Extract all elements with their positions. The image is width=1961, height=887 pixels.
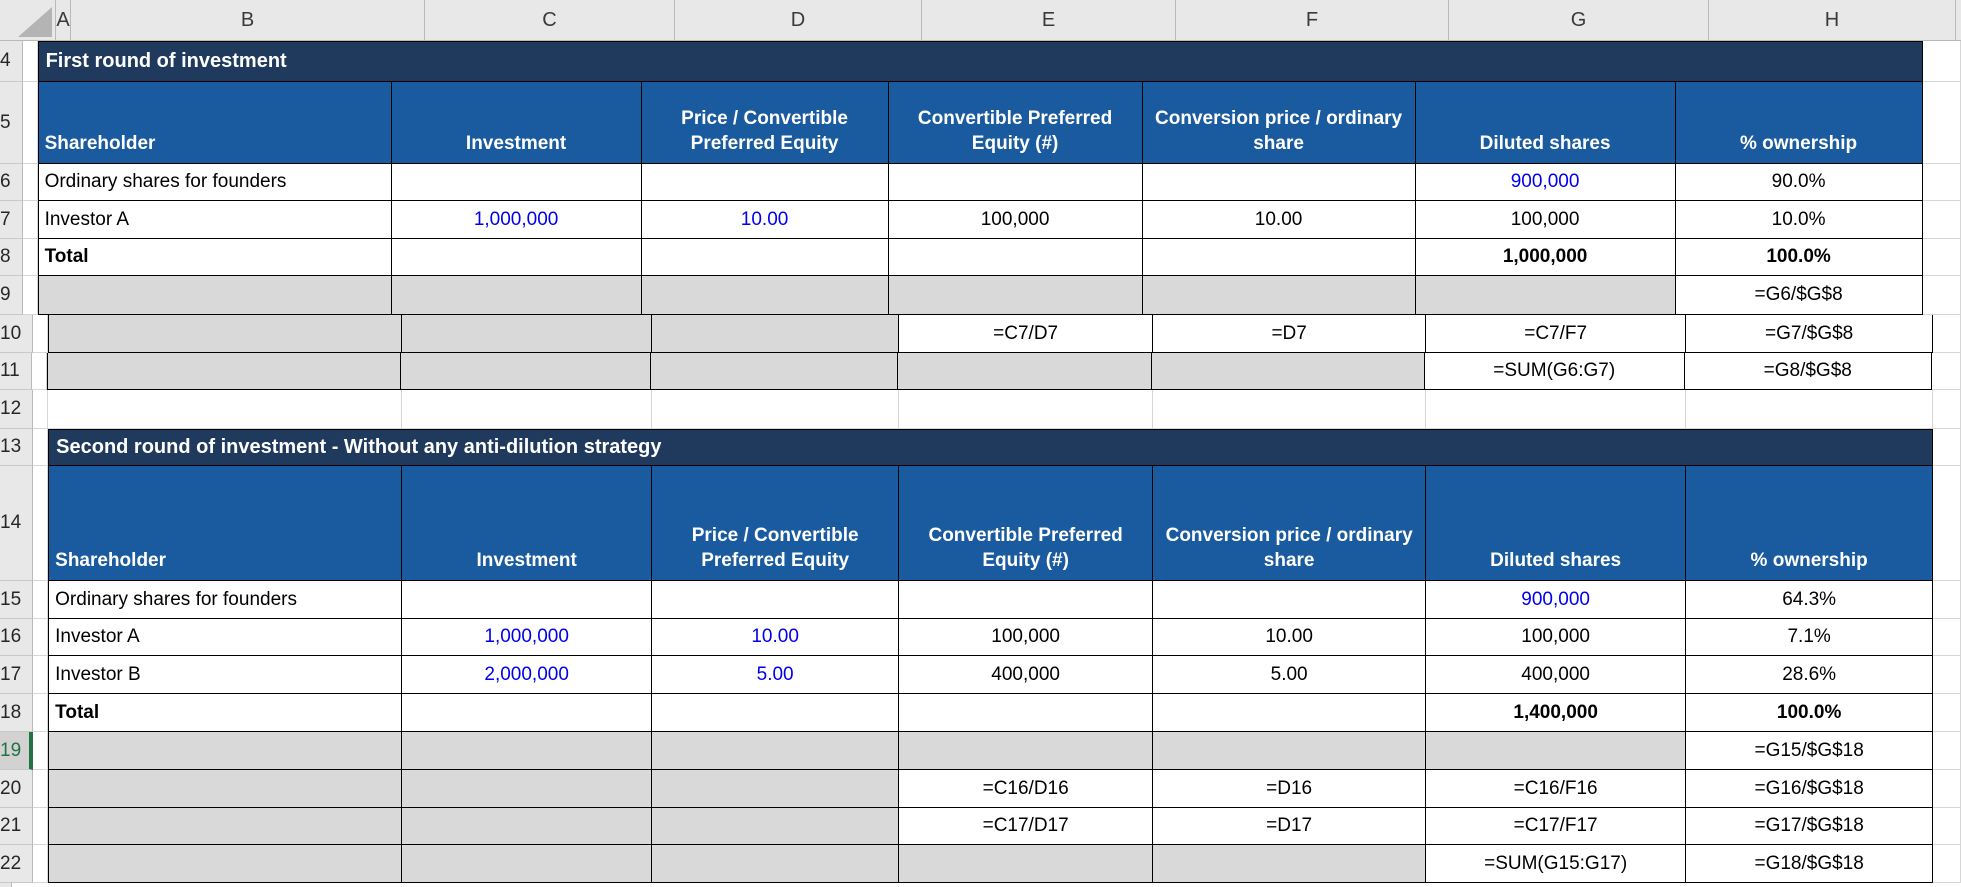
cell-B21[interactable] (48, 808, 402, 845)
cell-C18[interactable] (402, 694, 652, 732)
cell-E19[interactable] (899, 732, 1153, 770)
cell-C22[interactable] (402, 845, 652, 883)
cell-G7[interactable]: 100,000 (1416, 201, 1676, 239)
cell-G5-diluted-header[interactable]: Diluted shares (1416, 82, 1676, 164)
cell-B12[interactable] (48, 390, 402, 429)
row-header-11[interactable]: 11 (0, 353, 32, 390)
col-header-G[interactable]: G (1449, 0, 1709, 41)
cell-A20[interactable] (33, 770, 48, 808)
cell-H11[interactable]: =G8/$G$8 (1685, 353, 1932, 390)
cell-G9[interactable] (1416, 276, 1676, 315)
cell-H12[interactable] (1686, 390, 1933, 429)
cell-B6[interactable]: Ordinary shares for founders (38, 164, 392, 201)
cell-F22[interactable] (1153, 845, 1426, 883)
empty-area (1923, 41, 1961, 82)
cell-C21[interactable] (402, 808, 652, 845)
empty-area (1923, 201, 1961, 239)
cell-E21[interactable]: =C17/D17 (899, 808, 1153, 845)
cell-A19[interactable] (33, 732, 48, 770)
cell-G10[interactable]: =C7/F7 (1426, 315, 1686, 353)
cell-D11[interactable] (651, 353, 898, 390)
cell-B16[interactable]: Investor A (48, 619, 402, 656)
cell-B5-shareholder-header[interactable]: Shareholder (38, 82, 392, 164)
cell-E15[interactable] (899, 581, 1153, 619)
cell-C10[interactable] (402, 315, 652, 353)
cell-E11[interactable] (898, 353, 1152, 390)
empty-area (1933, 390, 1961, 429)
cell-C5-investment-header[interactable]: Investment (392, 82, 642, 164)
empty-area (1933, 315, 1961, 353)
cell-D20[interactable] (652, 770, 899, 808)
cell-C8[interactable] (392, 239, 642, 276)
column-header-strip (0, 0, 1961, 41)
cell-E18[interactable] (899, 694, 1153, 732)
table1-title-banner[interactable]: First round of investment (38, 41, 1923, 82)
cell-B19[interactable] (48, 732, 402, 770)
cell-D16[interactable]: 10.00 (652, 619, 899, 656)
cell-F14-conversion-header[interactable]: Conversion price / ordinary share (1153, 466, 1426, 581)
cell-G12[interactable] (1426, 390, 1686, 429)
row-header-15[interactable]: 15 (0, 581, 33, 619)
row-header-18[interactable]: 18 (0, 694, 33, 732)
cell-F8[interactable] (1143, 239, 1416, 276)
cell-B7[interactable]: Investor A (38, 201, 392, 239)
cell-F6[interactable] (1143, 164, 1416, 201)
cell-E16[interactable]: 100,000 (899, 619, 1153, 656)
cell-B14-shareholder-header[interactable]: Shareholder (48, 466, 402, 581)
cell-F19[interactable] (1153, 732, 1426, 770)
cell-B8[interactable]: Total (38, 239, 392, 276)
cell-A8[interactable] (23, 239, 38, 276)
cell-D8[interactable] (642, 239, 889, 276)
cell-E20[interactable]: =C16/D16 (899, 770, 1153, 808)
cell-F15[interactable] (1153, 581, 1426, 619)
cell-E8[interactable] (889, 239, 1143, 276)
cell-G22[interactable]: =SUM(G15:G17) (1426, 845, 1686, 883)
cell-B17[interactable]: Investor B (48, 656, 402, 694)
cell-C12[interactable] (402, 390, 652, 429)
cell-E22[interactable] (899, 845, 1153, 883)
empty-area (1933, 845, 1961, 883)
empty-area (1933, 732, 1961, 770)
cell-F21[interactable]: =D17 (1153, 808, 1426, 845)
cell-H10[interactable]: =G7/$G$8 (1686, 315, 1933, 353)
cell-A13[interactable] (33, 429, 48, 466)
col-header-C[interactable]: C (425, 0, 675, 41)
cell-H5-ownership-header[interactable]: % ownership (1676, 82, 1923, 164)
cell-A12[interactable] (33, 390, 48, 429)
cell-C17[interactable]: 2,000,000 (402, 656, 652, 694)
cell-A22[interactable] (33, 845, 48, 883)
cell-D19[interactable] (652, 732, 899, 770)
row-header-8[interactable]: 8 (0, 239, 23, 276)
cell-F7[interactable]: 10.00 (1143, 201, 1416, 239)
cell-E12[interactable] (899, 390, 1153, 429)
cell-C7[interactable]: 1,000,000 (392, 201, 642, 239)
cell-C9[interactable] (392, 276, 642, 315)
cell-B22[interactable] (48, 845, 402, 883)
cell-H20[interactable]: =G16/$G$18 (1686, 770, 1933, 808)
cell-D6[interactable] (642, 164, 889, 201)
row-header-7[interactable]: 7 (0, 201, 23, 239)
cell-B15[interactable]: Ordinary shares for founders (48, 581, 402, 619)
row-header-16[interactable]: 16 (0, 619, 33, 656)
cell-D21[interactable] (652, 808, 899, 845)
row-header-6[interactable]: 6 (0, 164, 23, 201)
cell-F5-conversion-header[interactable]: Conversion price / ordinary share (1143, 82, 1416, 164)
cell-G14-diluted-header[interactable]: Diluted shares (1426, 466, 1686, 581)
row-header-20[interactable]: 20 (0, 770, 33, 808)
cell-H18[interactable]: 100.0% (1686, 694, 1933, 732)
empty-area (1933, 808, 1961, 845)
cell-A21[interactable] (33, 808, 48, 845)
cell-H22[interactable]: =G18/$G$18 (1686, 845, 1933, 883)
cell-F11[interactable] (1152, 353, 1425, 390)
cell-G19[interactable] (1426, 732, 1686, 770)
cell-A10[interactable] (33, 315, 48, 353)
row-header-22[interactable]: 22 (0, 845, 33, 883)
cell-A16[interactable] (33, 619, 48, 656)
cell-D15[interactable] (652, 581, 899, 619)
cell-D14-price-header[interactable]: Price / Convertible Preferred Equity (652, 466, 899, 581)
empty-area (1933, 656, 1961, 694)
select-all-corner[interactable] (0, 0, 56, 41)
cell-H21[interactable]: =G17/$G$18 (1686, 808, 1933, 845)
cell-C20[interactable] (402, 770, 652, 808)
cell-H14-ownership-header[interactable]: % ownership (1686, 466, 1933, 581)
cell-A6[interactable] (23, 164, 38, 201)
cell-A7[interactable] (23, 201, 38, 239)
col-header-A[interactable]: A (56, 0, 71, 41)
row-header-19-selected[interactable]: 19 (0, 732, 33, 770)
row-header-13[interactable]: 13 (0, 429, 33, 466)
empty-area (1932, 353, 1961, 390)
cell-C15[interactable] (402, 581, 652, 619)
cell-D18[interactable] (652, 694, 899, 732)
cell-G21[interactable]: =C17/F17 (1426, 808, 1686, 845)
empty-area (1933, 466, 1961, 581)
row-header-4[interactable]: 4 (0, 41, 23, 82)
cell-A5[interactable] (23, 82, 38, 164)
cell-F16[interactable]: 10.00 (1153, 619, 1426, 656)
cell-B11[interactable] (47, 353, 401, 390)
cell-G15[interactable]: 900,000 (1426, 581, 1686, 619)
empty-area (1933, 581, 1961, 619)
cell-D10[interactable] (652, 315, 899, 353)
cell-A4[interactable] (23, 41, 38, 82)
cell-C16[interactable]: 1,000,000 (402, 619, 652, 656)
select-all-icon (18, 7, 52, 37)
col-header-E[interactable]: E (922, 0, 1176, 41)
col-header-overflow (1956, 0, 1961, 41)
row-header-17[interactable]: 17 (0, 656, 33, 694)
table2-title-banner[interactable]: Second round of investment - Without any anti-dilution strategy (48, 429, 1933, 466)
cell-G11[interactable]: =SUM(G6:G7) (1425, 353, 1685, 390)
cell-G18[interactable]: 1,400,000 (1426, 694, 1686, 732)
cell-D5-price-header[interactable]: Price / Convertible Preferred Equity (642, 82, 889, 164)
cell-A17[interactable] (33, 656, 48, 694)
cell-H19[interactable]: =G15/$G$18 (1686, 732, 1933, 770)
cell-A14[interactable] (33, 466, 48, 581)
cell-C14-investment-header[interactable]: Investment (402, 466, 652, 581)
cell-E5-cpe-header[interactable]: Convertible Preferred Equity (#) (889, 82, 1143, 164)
cell-G16[interactable]: 100,000 (1426, 619, 1686, 656)
cell-A18[interactable] (33, 694, 48, 732)
cell-H6[interactable]: 90.0% (1676, 164, 1923, 201)
cell-D9[interactable] (642, 276, 889, 315)
cell-H8[interactable]: 100.0% (1676, 239, 1923, 276)
cell-E7[interactable]: 100,000 (889, 201, 1143, 239)
cell-C11[interactable] (401, 353, 651, 390)
cell-G17[interactable]: 400,000 (1426, 656, 1686, 694)
empty-area (1933, 619, 1961, 656)
empty-area (12, 883, 1961, 887)
cell-C6[interactable] (392, 164, 642, 201)
cell-A11[interactable] (32, 353, 47, 390)
row-header-9[interactable]: 9 (0, 276, 23, 315)
empty-area (1933, 694, 1961, 732)
cell-F9[interactable] (1143, 276, 1416, 315)
cell-G6[interactable]: 900,000 (1416, 164, 1676, 201)
col-header-B[interactable]: B (71, 0, 425, 41)
empty-area (1923, 276, 1961, 315)
cell-E14-cpe-header[interactable]: Convertible Preferred Equity (#) (899, 466, 1153, 581)
cell-F18[interactable] (1153, 694, 1426, 732)
cell-E6[interactable] (889, 164, 1143, 201)
cell-B20[interactable] (48, 770, 402, 808)
cell-F12[interactable] (1153, 390, 1426, 429)
col-header-D[interactable]: D (675, 0, 922, 41)
cell-D7[interactable]: 10.00 (642, 201, 889, 239)
cell-H7[interactable]: 10.0% (1676, 201, 1923, 239)
cell-H17[interactable]: 28.6% (1686, 656, 1933, 694)
cell-A9[interactable] (23, 276, 38, 315)
empty-area (1923, 164, 1961, 201)
cell-D12[interactable] (652, 390, 899, 429)
cell-E9[interactable] (889, 276, 1143, 315)
cell-D17[interactable]: 5.00 (652, 656, 899, 694)
row-header-23-partial (0, 883, 12, 887)
empty-area (1933, 429, 1961, 466)
cell-E10[interactable]: =C7/D7 (899, 315, 1153, 353)
row-header-12[interactable]: 12 (0, 390, 33, 429)
cell-H9[interactable]: =G6/$G$8 (1676, 276, 1923, 315)
col-header-H[interactable]: H (1709, 0, 1956, 41)
cell-C19[interactable] (402, 732, 652, 770)
cell-D22[interactable] (652, 845, 899, 883)
cell-G20[interactable]: =C16/F16 (1426, 770, 1686, 808)
cell-G8[interactable]: 1,000,000 (1416, 239, 1676, 276)
cell-B9[interactable] (38, 276, 392, 315)
row-header-14[interactable]: 14 (0, 466, 33, 581)
cell-F20[interactable]: =D16 (1153, 770, 1426, 808)
empty-area (1923, 82, 1961, 164)
col-header-F[interactable]: F (1176, 0, 1449, 41)
row-header-10[interactable]: 10 (0, 315, 33, 353)
empty-area (1933, 770, 1961, 808)
row-header-5[interactable]: 5 (0, 82, 23, 164)
cell-B18[interactable]: Total (48, 694, 402, 732)
cell-F17[interactable]: 5.00 (1153, 656, 1426, 694)
cell-H16[interactable]: 7.1% (1686, 619, 1933, 656)
cell-A15[interactable] (33, 581, 48, 619)
cell-B10[interactable] (48, 315, 402, 353)
empty-area (1923, 239, 1961, 276)
cell-H15[interactable]: 64.3% (1686, 581, 1933, 619)
cell-F10[interactable]: =D7 (1153, 315, 1426, 353)
row-header-21[interactable]: 21 (0, 808, 33, 845)
cell-E17[interactable]: 400,000 (899, 656, 1153, 694)
